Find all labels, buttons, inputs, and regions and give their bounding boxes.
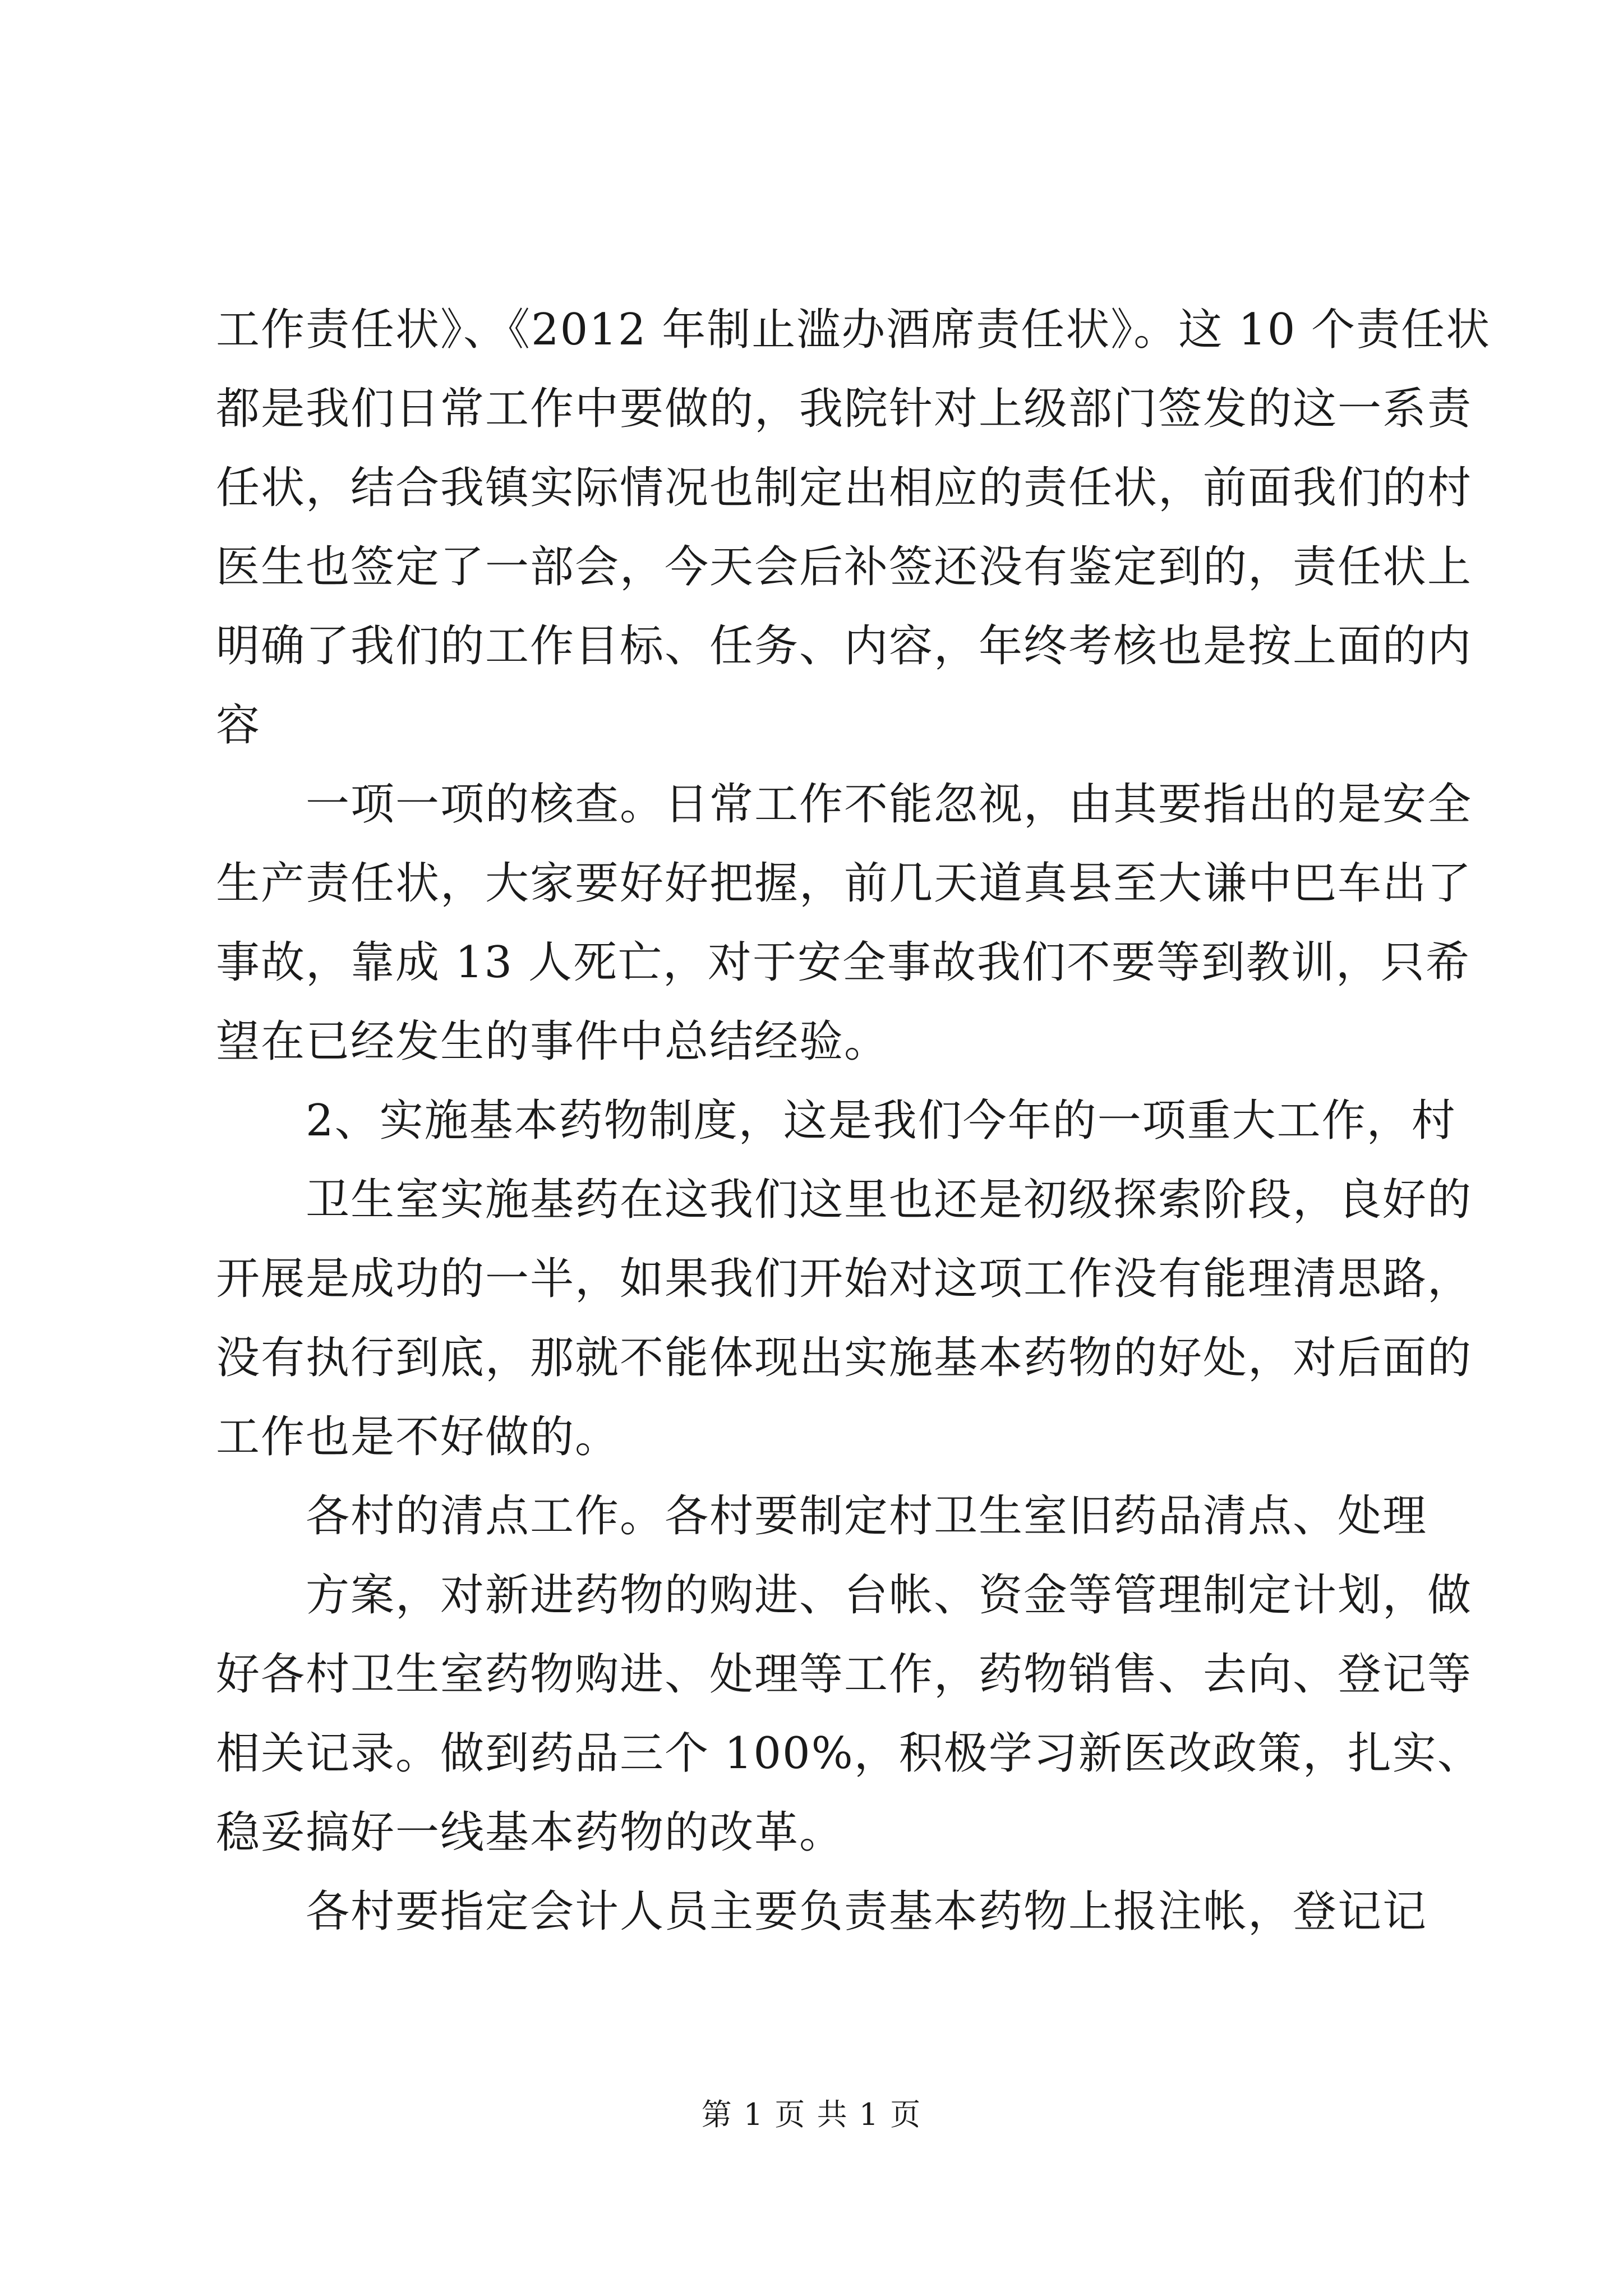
text-line: 稳妥搞好一线基本药物的改革。 <box>216 1807 845 1858</box>
text-line: 方案，对新进药物的购进、台帐、资金等管理制定计划，做 <box>216 1570 1473 1621</box>
text-line: 望在已经发生的事件中总结经验。 <box>216 1016 889 1067</box>
text-line: 一项一项的核查。日常工作不能忽视，由其要指出的是安全 <box>216 779 1473 830</box>
text-line: 开展是成功的一半，如果我们开始对这项工作没有能理清思路， <box>216 1254 1473 1304</box>
text-line: 相关记录。做到药品三个 100%，积极学习新医改政策，扎实、 <box>216 1728 1482 1779</box>
text-line: 容 <box>216 700 261 751</box>
text-line: 医生也签定了一部会，今天会后补签还没有鉴定到的，责任状上 <box>216 542 1473 592</box>
text-line: 好各村卫生室药物购进、处理等工作，药物销售、去向、登记等 <box>216 1649 1473 1700</box>
text-line: 都是我们日常工作中要做的，我院针对上级部门签发的这一系责 <box>216 384 1473 434</box>
text-line: 事故，靠成 13 人死亡，对于安全事故我们不要等到教训，只希 <box>216 937 1470 988</box>
text-line: 各村的清点工作。各村要制定村卫生室旧药品清点、处理 <box>216 1491 1428 1542</box>
body-text <box>216 291 1491 1952</box>
text-line: 卫生室实施基药在这我们这里也还是初级探索阶段，良好的 <box>216 1175 1473 1225</box>
text-line: 2、实施基本药物制度，这是我们今年的一项重大工作，村 <box>216 1096 1456 1146</box>
text-line: 各村要指定会计人员主要负责基本药物上报注帐，登记记 <box>216 1887 1428 1937</box>
text-line: 任状，结合我镇实际情况也制定出相应的责任状，前面我们的村 <box>216 463 1473 513</box>
text-line: 工作责任状》、《2012 年制止滥办酒席责任状》。这 10 个责任状 <box>216 305 1491 355</box>
text-line: 明确了我们的工作目标、任务、内容，年终考核也是按上面的内 <box>216 621 1473 671</box>
text-line: 没有执行到底，那就不能体现出实施基本药物的好处，对后面的 <box>216 1333 1473 1383</box>
text-line: 工作也是不好做的。 <box>216 1412 620 1462</box>
text-line: 生产责任状，大家要好好把握，前几天道真县至大谦中巴车出了 <box>216 858 1473 909</box>
page-footer: 第 1 页 共 1 页 <box>701 2097 922 2132</box>
